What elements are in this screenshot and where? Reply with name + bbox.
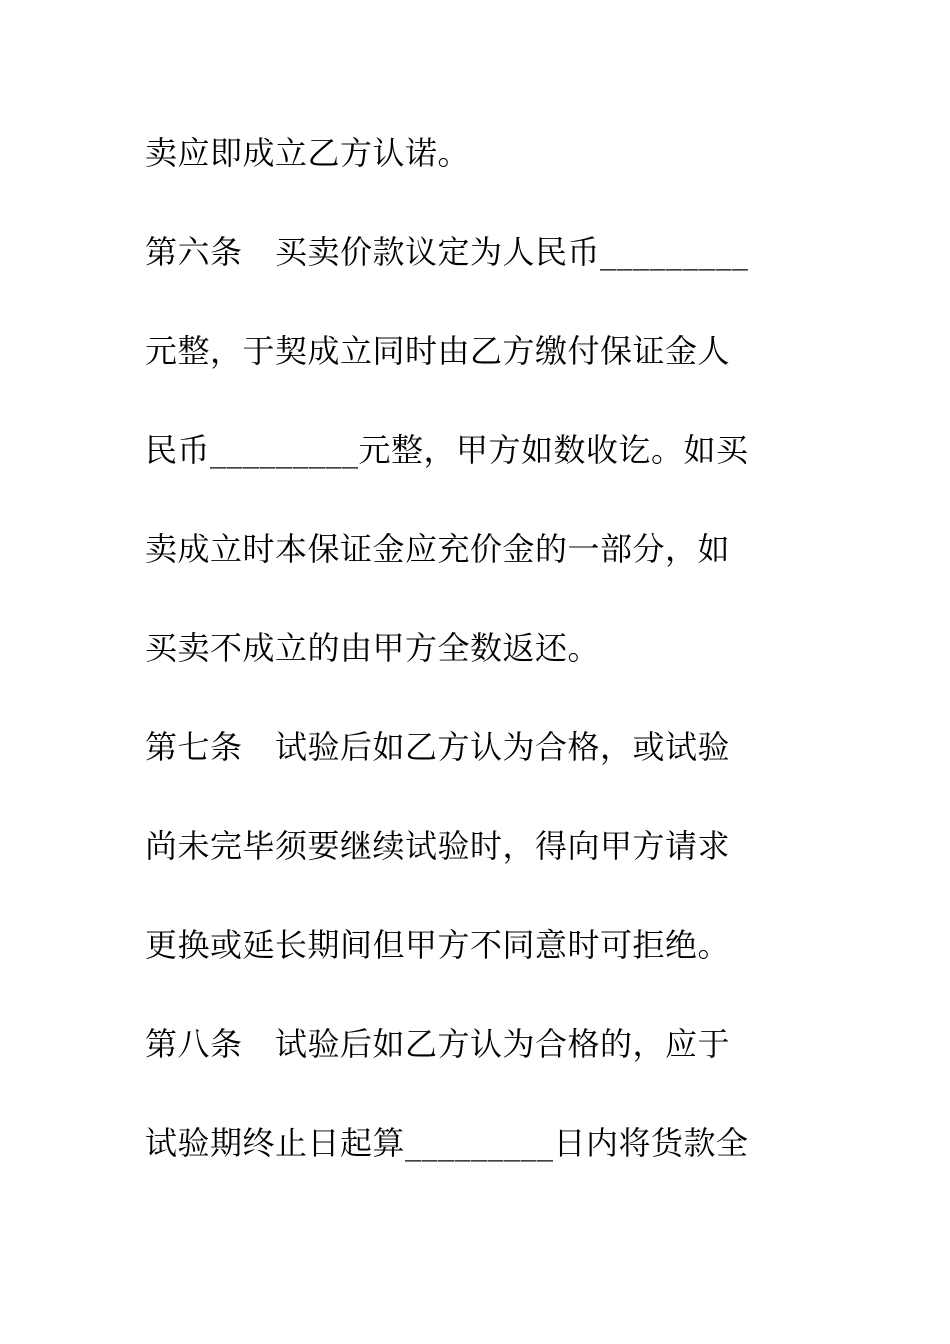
article-6-line-1: 第六条 买卖价款议定为人民币_________ bbox=[145, 233, 749, 271]
article-6-line-5: 买卖不成立的由甲方全数返还。 bbox=[145, 629, 601, 667]
contract-body bbox=[145, 128, 805, 1217]
article-8-line-2: 试验期终止日起算_________日内将货款全 bbox=[145, 1124, 749, 1162]
article-7-line-1: 第七条 试验后如乙方认为合格，或试验 bbox=[145, 728, 731, 766]
article-7-line-2: 尚未完毕须要继续试验时，得向甲方请求 bbox=[145, 827, 731, 865]
article-6-line-3: 民币_________元整，甲方如数收讫。如买 bbox=[145, 431, 749, 469]
article-6-line-2: 元整，于契成立同时由乙方缴付保证金人 bbox=[145, 332, 731, 370]
article-6-line-4: 卖成立时本保证金应充价金的一部分，如 bbox=[145, 530, 731, 568]
article-7-line-3: 更换或延长期间但甲方不同意时可拒绝。 bbox=[145, 926, 731, 964]
article-8-line-1: 第八条 试验后如乙方认为合格的，应于 bbox=[145, 1025, 731, 1063]
body-line-1: 卖应即成立乙方认诺。 bbox=[145, 134, 471, 172]
